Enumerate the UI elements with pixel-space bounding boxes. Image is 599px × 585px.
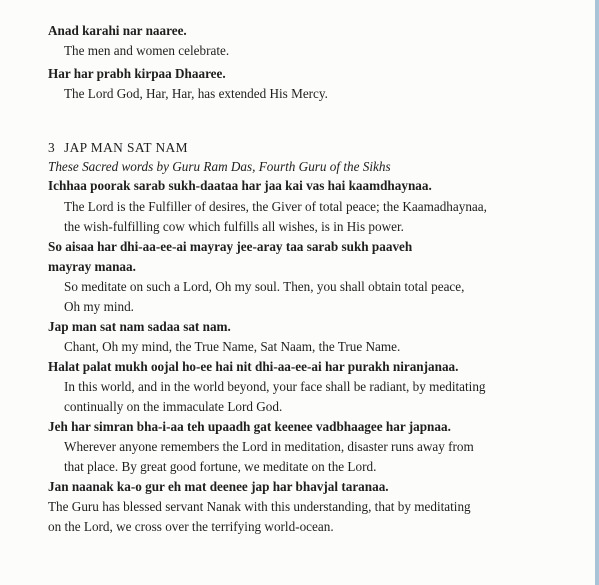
verse-line: So aisaa har dhi-aa-ee-ai mayray jee-aray taa sarab sukh paaveh [48, 239, 413, 254]
translation-line: Wherever anyone remembers the Lord in meditation, disaster runs away from [64, 439, 474, 454]
translation-line: So meditate on such a Lord, Oh my soul. Then, you shall obtain total peace, [64, 279, 465, 294]
verse-line: Ichhaa poorak sarab sukh-daataa har jaa kai vas hai kaamdhaynaa. [48, 178, 432, 193]
verse-line: Halat palat mukh oojal ho-ee hai nit dhi-aa-ee-ai har purakh niranjanaa. [48, 359, 459, 374]
translation-line: continually on the immaculate Lord God. [64, 399, 283, 414]
translation-line: that place. By great good fortune, we meditate on the Lord. [64, 459, 377, 474]
translation-line: The Lord is the Fulfiller of desires, the Giver of total peace; the Kaamadhaynaa, [64, 199, 487, 214]
section-subtitle: These Sacred words by Guru Ram Das, Fourth Guru of the Sikhs [48, 159, 391, 174]
translation-line: Chant, Oh my mind, the True Name, Sat Naam, the True Name. [64, 339, 401, 354]
section-number: 3 [48, 140, 56, 155]
translation-line: on the Lord, we cross over the terrifying world-ocean. [48, 519, 334, 534]
verse-line: mayray manaa. [48, 259, 136, 274]
section-title: JAP MAN SAT NAM [64, 140, 188, 155]
section-heading [48, 138, 188, 158]
verse-line: Jap man sat nam sadaa sat nam. [48, 319, 231, 334]
translation-line: The men and women celebrate. [64, 43, 230, 58]
verse-line: Har har prabh kirpaa Dhaaree. [48, 66, 226, 81]
translation-line: Oh my mind. [64, 299, 134, 314]
translation-line: The Guru has blessed servant Nanak with this understanding, that by meditating [48, 499, 471, 514]
page-edge [595, 0, 599, 585]
verse-line: Jan naanak ka-o gur eh mat deenee jap har bhavjal taranaa. [48, 479, 389, 494]
translation-line: The Lord God, Har, Har, has extended His Mercy. [64, 86, 328, 101]
translation-line: In this world, and in the world beyond, your face shall be radiant, by meditating [64, 379, 486, 394]
verse-line: Jeh har simran bha-i-aa teh upaadh gat keenee vadbhaagee har japnaa. [48, 419, 451, 434]
verse-line: Anad karahi nar naaree. [48, 23, 187, 38]
translation-line: the wish-fulfilling cow which fulfills all wishes, is in His power. [64, 219, 404, 234]
